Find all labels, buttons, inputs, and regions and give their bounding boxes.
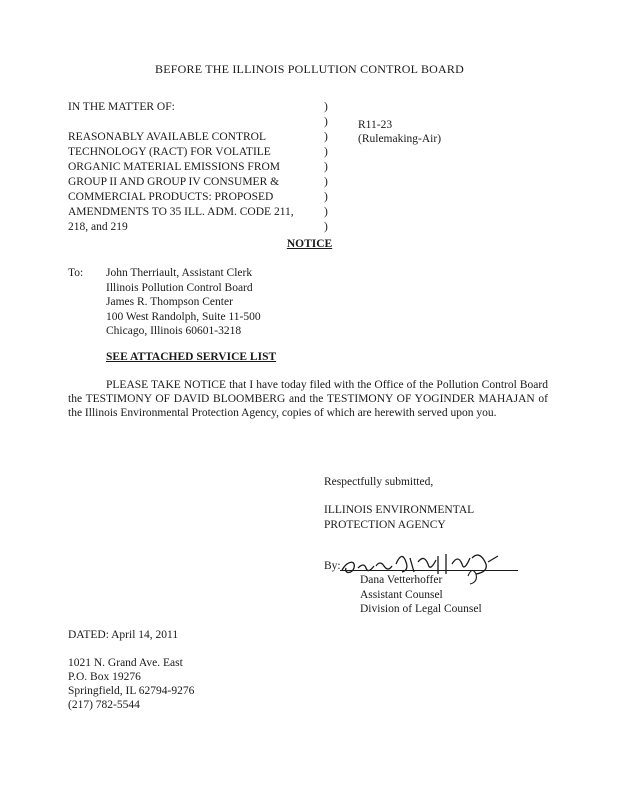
caption-line: TECHNOLOGY (RACT) FOR VOLATILE — [68, 146, 271, 158]
caption-line — [68, 115, 294, 130]
signature-line — [340, 570, 518, 571]
signer-division: Division of Legal Counsel — [360, 603, 482, 615]
caption-line: IN THE MATTER OF: — [68, 101, 175, 113]
bracket: ) — [324, 131, 328, 143]
caption-line: ORGANIC MATERIAL EMISSIONS FROM — [68, 161, 281, 173]
caption-line: AMENDMENTS TO 35 ILL. ADM. CODE 211, — [68, 206, 294, 218]
closing: Respectfully submitted, — [324, 476, 434, 488]
by-label: By: — [324, 560, 341, 572]
bracket: ) — [324, 146, 328, 158]
addressee-line: Illinois Pollution Control Board — [106, 281, 253, 294]
docket-info — [358, 118, 441, 146]
docket-number: R11-23 — [358, 119, 393, 131]
bracket: ) — [324, 206, 328, 218]
agency-line: PROTECTION AGENCY — [324, 518, 446, 531]
agency-line: ILLINOIS ENVIRONMENTAL — [324, 504, 475, 516]
notice-heading: NOTICE — [286, 238, 333, 250]
addressee-line: 100 West Randolph, Suite 11-500 — [106, 310, 261, 323]
bracket: ) — [324, 116, 328, 128]
caption-line: COMMERCIAL PRODUCTS: PROPOSED — [68, 191, 274, 203]
caption-line: REASONABLY AVAILABLE CONTROL — [68, 131, 266, 143]
docket-type: (Rulemaking-Air) — [358, 133, 442, 145]
addressee-block — [106, 266, 261, 339]
to-label: To: — [68, 267, 84, 279]
caption-line: GROUP II AND GROUP IV CONSUMER & — [68, 176, 280, 188]
bracket: ) — [324, 161, 328, 173]
address-line: (217) 782-5544 — [68, 699, 140, 711]
signer-block — [360, 573, 482, 617]
case-caption — [68, 100, 294, 235]
address-line: 1021 N. Grand Ave. East — [68, 657, 183, 669]
bracket: ) — [324, 191, 328, 203]
bracket: ) — [324, 221, 328, 233]
address-line: P.O. Box 19276 — [68, 671, 141, 683]
bracket: ) — [324, 176, 328, 188]
caption-line: 218, and 219 — [68, 221, 128, 233]
signer-name: Dana Vetterhoffer — [360, 574, 443, 586]
dated-line: DATED: April 14, 2011 — [68, 629, 179, 641]
addressee-line: John Therriault, Assistant Clerk — [106, 267, 253, 279]
addressee-line: Chicago, Illinois 60601-3218 — [106, 325, 242, 337]
notice-body: PLEASE TAKE NOTICE that I have today filed with the Office of the Pollution Control Board the TESTIMONY OF DAVID BLOOMBERG and the TESTIMONY OF YOGINDER MAHAJAN of the Illinois Environmental Protection Agency, copies of which are herewith served upon you. — [68, 379, 548, 419]
bracket: ) — [324, 101, 328, 113]
board-title: BEFORE THE ILLINOIS POLLUTION CONTROL BOARD — [155, 62, 464, 76]
return-address — [68, 656, 194, 712]
caption-brackets — [324, 100, 328, 235]
addressee-line: James R. Thompson Center — [106, 296, 233, 308]
service-list-note: SEE ATTACHED SERVICE LIST — [106, 351, 277, 363]
agency-name — [324, 503, 474, 532]
signer-title: Assistant Counsel — [360, 588, 443, 601]
address-line: Springfield, IL 62794-9276 — [68, 685, 195, 697]
